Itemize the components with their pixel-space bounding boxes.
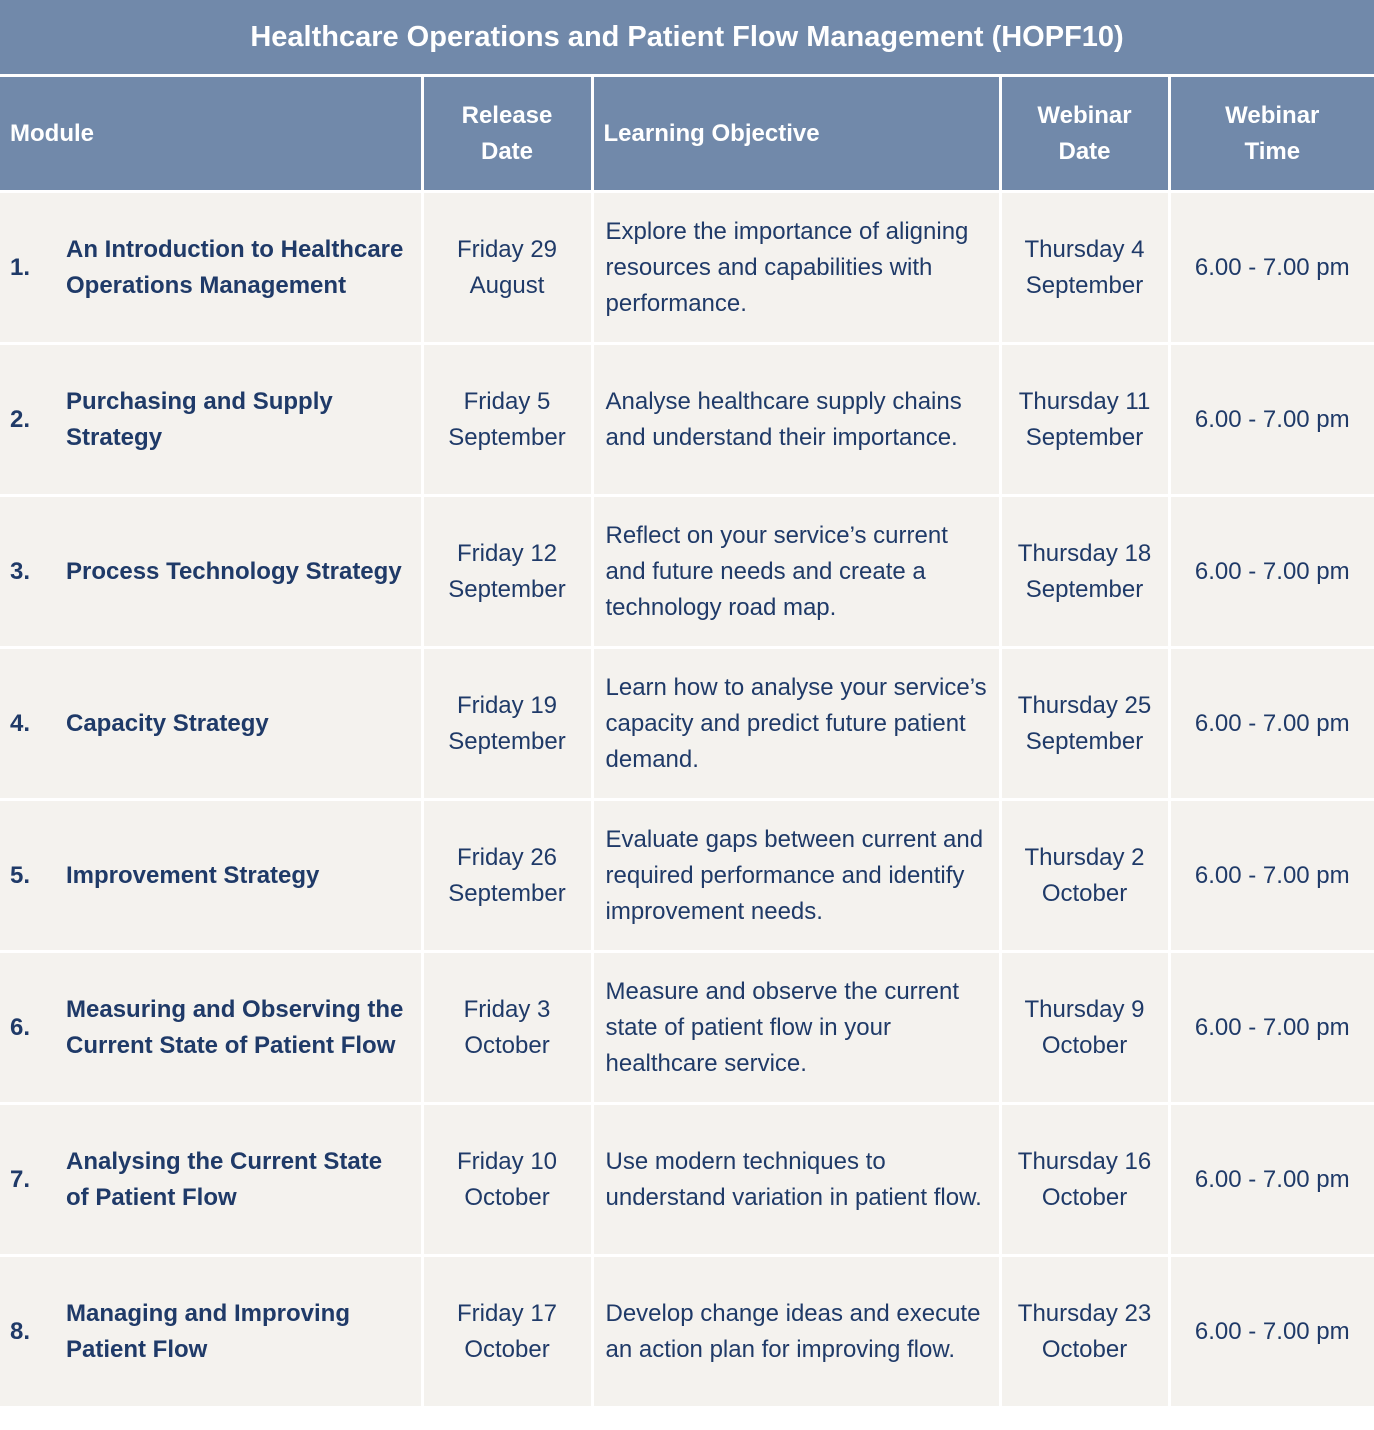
header-webinar-date: [1000, 76, 1169, 192]
header-learning-objective: Learning Objective: [592, 76, 1000, 192]
module-name: Analysing the Current State of Patient Flow: [66, 1147, 383, 1211]
release-date-line-2: October: [464, 1031, 550, 1059]
learning-objective-cell: Measure and observe the current state of patient flow in your healthcare service.: [592, 952, 1000, 1104]
table-row: [0, 952, 1374, 1104]
header-webinar-time-line-2: Time: [1244, 137, 1301, 165]
webinar-time-cell: 6.00 - 7.00 pm: [1169, 952, 1374, 1104]
webinar-date-line-2: October: [1041, 879, 1128, 907]
module-wrap: [10, 1296, 421, 1368]
header-row: [0, 76, 1374, 192]
title-row: [0, 0, 1374, 76]
release-date-cell: [422, 648, 592, 800]
webinar-date-line-1: Thursday 16: [1017, 1147, 1152, 1175]
module-name: Managing and Improving Patient Flow: [66, 1299, 351, 1363]
module-name: Purchasing and Supply Strategy: [66, 387, 333, 451]
table-row: [0, 1104, 1374, 1256]
release-date-line-1: Friday 19: [456, 691, 558, 719]
learning-objective-cell: Learn how to analyse your service’s capacity and predict future patient demand.: [592, 648, 1000, 800]
table-row: [0, 800, 1374, 952]
release-date-line-1: Friday 12: [456, 539, 558, 567]
module-number: 7.: [10, 1165, 31, 1193]
module-name: Process Technology Strategy: [66, 557, 402, 585]
release-date-line-2: September: [448, 423, 566, 451]
table-row: [0, 496, 1374, 648]
webinar-date-line-2: September: [1025, 575, 1144, 603]
webinar-date-line-1: Thursday 23: [1017, 1299, 1152, 1327]
release-date-cell: [422, 1256, 592, 1407]
webinar-time-cell: 6.00 - 7.00 pm: [1169, 496, 1374, 648]
module-name: An Introduction to Healthcare Operations Management: [66, 235, 404, 299]
webinar-date-line-1: Thursday 25: [1017, 691, 1152, 719]
webinar-date-cell: [1000, 192, 1169, 344]
webinar-date-line-1: Thursday 2: [1024, 843, 1145, 871]
header-webinar-date-line-1: Webinar: [1037, 101, 1132, 129]
release-date-line-1: Friday 3: [463, 995, 551, 1023]
release-date-cell: [422, 1104, 592, 1256]
release-date-cell: [422, 192, 592, 344]
module-number: 3.: [10, 557, 31, 585]
module-cell: [0, 800, 422, 952]
webinar-date-line-2: September: [1025, 727, 1144, 755]
webinar-time-cell: 6.00 - 7.00 pm: [1169, 1256, 1374, 1407]
release-date-line-2: October: [464, 1183, 550, 1211]
learning-objective-cell: Analyse healthcare supply chains and understand their importance.: [592, 344, 1000, 496]
webinar-date-line-1: Thursday 9: [1024, 995, 1145, 1023]
release-date-line-2: September: [448, 727, 566, 755]
module-number: 8.: [10, 1317, 31, 1345]
release-date-cell: [422, 800, 592, 952]
release-date-line-2: October: [464, 1335, 550, 1363]
webinar-date-line-2: September: [1025, 423, 1144, 451]
webinar-time-cell: 6.00 - 7.00 pm: [1169, 192, 1374, 344]
webinar-date-line-1: Thursday 4: [1024, 235, 1145, 263]
webinar-date-cell: [1000, 344, 1169, 496]
module-number: 1.: [10, 253, 31, 281]
module-cell: [0, 648, 422, 800]
module-wrap: [10, 858, 421, 894]
webinar-date-cell: [1000, 800, 1169, 952]
webinar-date-line-2: September: [1025, 271, 1144, 299]
release-date-line-2: August: [469, 271, 545, 299]
learning-objective-cell: Reflect on your service’s current and future needs and create a technology road map.: [592, 496, 1000, 648]
webinar-time-cell: 6.00 - 7.00 pm: [1169, 648, 1374, 800]
webinar-date-line-2: October: [1041, 1183, 1128, 1211]
webinar-time-cell: 6.00 - 7.00 pm: [1169, 1104, 1374, 1256]
module-name: Measuring and Observing the Current State of Patient Flow: [66, 995, 404, 1059]
webinar-date-cell: [1000, 1104, 1169, 1256]
release-date-cell: [422, 344, 592, 496]
table-body: [0, 192, 1374, 1407]
module-cell: [0, 952, 422, 1104]
header-release-line-1: Release: [461, 101, 553, 129]
table-row: [0, 192, 1374, 344]
release-date-line-2: September: [448, 879, 566, 907]
learning-objective-cell: Develop change ideas and execute an action plan for improving flow.: [592, 1256, 1000, 1407]
webinar-date-cell: [1000, 952, 1169, 1104]
webinar-date-line-1: Thursday 18: [1017, 539, 1152, 567]
release-date-line-1: Friday 17: [456, 1299, 558, 1327]
module-wrap: [10, 554, 421, 590]
webinar-time-cell: 6.00 - 7.00 pm: [1169, 344, 1374, 496]
module-cell: [0, 192, 422, 344]
table-row: [0, 1256, 1374, 1407]
module-wrap: [10, 232, 421, 304]
header-release-line-2: Date: [480, 137, 534, 165]
header-webinar-time-line-1: Webinar: [1225, 101, 1320, 129]
module-cell: [0, 1256, 422, 1407]
webinar-date-cell: [1000, 1256, 1169, 1407]
table-title: Healthcare Operations and Patient Flow Management (HOPF10): [0, 0, 1374, 76]
webinar-date-line-1: Thursday 11: [1018, 387, 1151, 415]
header-webinar-time: [1169, 76, 1374, 192]
module-number: 4.: [10, 709, 31, 737]
module-wrap: [10, 1144, 421, 1216]
release-date-cell: [422, 496, 592, 648]
release-date-line-1: Friday 10: [456, 1147, 558, 1175]
module-name: Capacity Strategy: [66, 709, 269, 737]
module-cell: [0, 344, 422, 496]
module-number: 5.: [10, 861, 31, 889]
module-wrap: [10, 384, 421, 456]
learning-objective-cell: Explore the importance of aligning resources and capabilities with performance.: [592, 192, 1000, 344]
table-row: [0, 648, 1374, 800]
release-date-line-2: September: [448, 575, 566, 603]
release-date-line-1: Friday 26: [456, 843, 558, 871]
release-date-line-1: Friday 29: [456, 235, 558, 263]
module-wrap: [10, 992, 421, 1064]
module-cell: [0, 496, 422, 648]
module-cell: [0, 1104, 422, 1256]
learning-objective-cell: Use modern techniques to understand variation in patient flow.: [592, 1104, 1000, 1256]
module-number: 2.: [10, 405, 31, 433]
webinar-date-cell: [1000, 496, 1169, 648]
learning-objective-cell: Evaluate gaps between current and required performance and identify improvement needs.: [592, 800, 1000, 952]
webinar-date-line-2: October: [1041, 1335, 1128, 1363]
webinar-date-cell: [1000, 648, 1169, 800]
release-date-cell: [422, 952, 592, 1104]
module-name: Improvement Strategy: [66, 861, 320, 889]
webinar-date-line-2: October: [1041, 1031, 1128, 1059]
header-webinar-date-line-2: Date: [1058, 137, 1111, 165]
module-number: 6.: [10, 1013, 31, 1041]
header-release-date: [422, 76, 592, 192]
release-date-line-1: Friday 5: [463, 387, 551, 415]
table-row: [0, 344, 1374, 496]
header-module: Module: [0, 76, 422, 192]
webinar-time-cell: 6.00 - 7.00 pm: [1169, 800, 1374, 952]
module-wrap: [10, 706, 421, 742]
